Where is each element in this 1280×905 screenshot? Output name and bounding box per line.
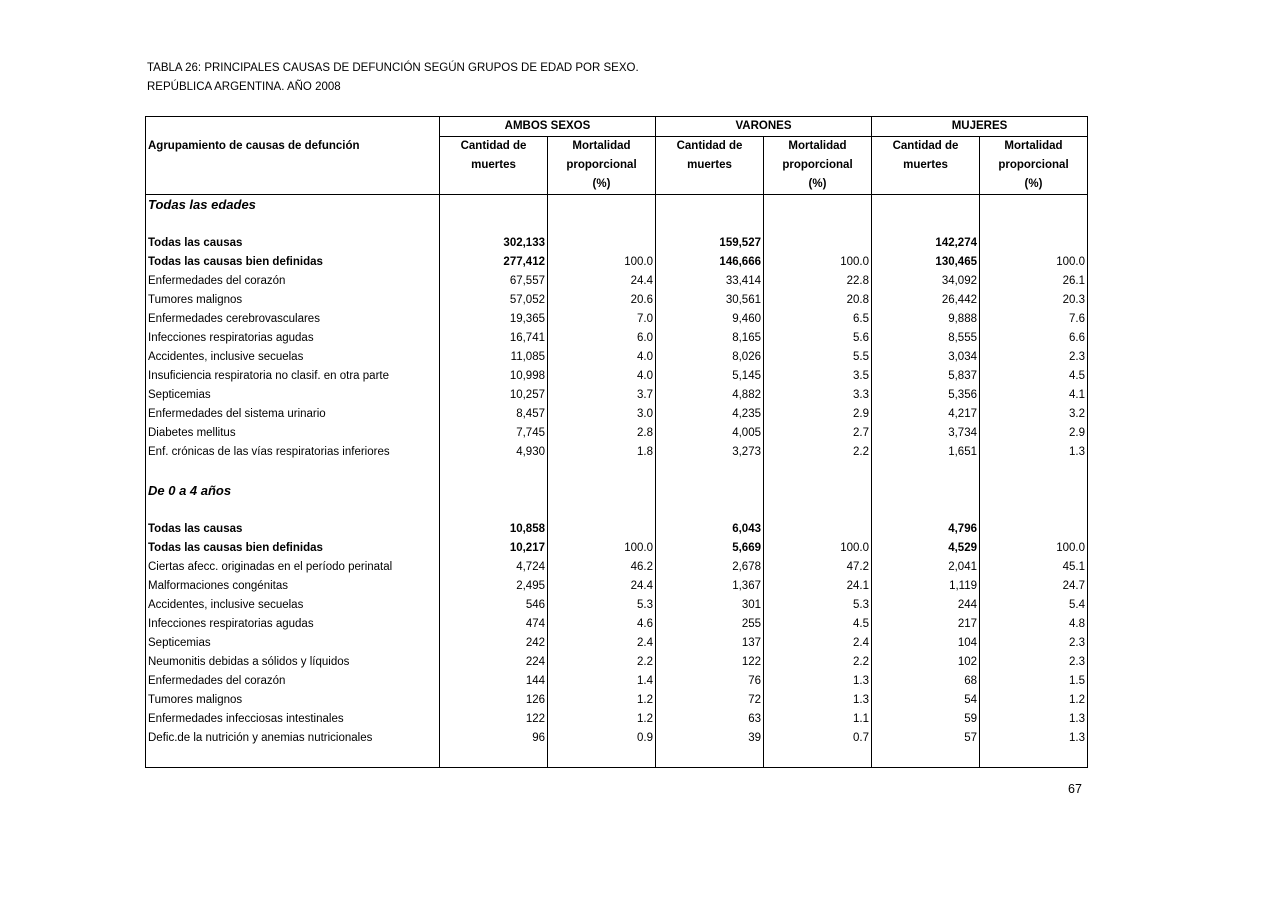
death-count: 8,555 <box>872 329 980 348</box>
proportional-mortality <box>764 234 872 253</box>
death-count: 11,085 <box>440 348 548 367</box>
death-count: 5,669 <box>656 539 764 558</box>
table-row <box>146 596 1088 615</box>
table-row <box>146 253 1088 272</box>
section-header-row <box>146 481 1088 501</box>
death-count: 67,557 <box>440 272 548 291</box>
death-count: 9,888 <box>872 310 980 329</box>
death-count: 142,274 <box>872 234 980 253</box>
proportional-mortality: 6.5 <box>764 310 872 329</box>
table-row <box>146 310 1088 329</box>
cause-label: Todas las causas bien definidas <box>146 253 440 272</box>
proportional-mortality <box>548 520 656 539</box>
proportional-mortality: 100.0 <box>548 539 656 558</box>
proportional-mortality: 2.3 <box>980 348 1088 367</box>
cantidad-header: Cantidad de <box>872 137 980 157</box>
death-count: 102 <box>872 653 980 672</box>
proportional-mortality: 100.0 <box>980 539 1088 558</box>
cause-label: Enf. crónicas de las vías respiratorias inferiores <box>146 443 440 462</box>
death-count: 8,165 <box>656 329 764 348</box>
table-row <box>146 710 1088 729</box>
section-title: Todas las edades <box>146 195 440 216</box>
cause-label: Tumores malignos <box>146 691 440 710</box>
table-row <box>146 672 1088 691</box>
death-count: 3,034 <box>872 348 980 367</box>
cantidad-header: Cantidad de <box>440 137 548 157</box>
death-count: 130,465 <box>872 253 980 272</box>
death-count: 224 <box>440 653 548 672</box>
death-count: 39 <box>656 729 764 748</box>
proportional-mortality <box>548 234 656 253</box>
death-count: 57,052 <box>440 291 548 310</box>
proportional-mortality: 24.4 <box>548 577 656 596</box>
death-count: 5,145 <box>656 367 764 386</box>
proportional-mortality: 3.5 <box>764 367 872 386</box>
cause-label: Infecciones respiratorias agudas <box>146 615 440 634</box>
proportional-mortality: 6.0 <box>548 329 656 348</box>
death-count: 76 <box>656 672 764 691</box>
table-row <box>146 291 1088 310</box>
header-row-1 <box>146 137 1088 157</box>
death-count: 2,495 <box>440 577 548 596</box>
table-row <box>146 729 1088 748</box>
proportional-mortality: 1.2 <box>548 691 656 710</box>
death-count: 217 <box>872 615 980 634</box>
mortality-table <box>145 116 1088 768</box>
proportional-mortality: 2.3 <box>980 653 1088 672</box>
death-count: 33,414 <box>656 272 764 291</box>
cause-label: Enfermedades infecciosas intestinales <box>146 710 440 729</box>
proportional-mortality: 20.6 <box>548 291 656 310</box>
proportional-mortality: 1.3 <box>764 672 872 691</box>
proportional-mortality: 4.8 <box>980 615 1088 634</box>
proportional-mortality: 4.1 <box>980 386 1088 405</box>
death-count: 244 <box>872 596 980 615</box>
proportional-mortality: 100.0 <box>548 253 656 272</box>
death-count: 8,457 <box>440 405 548 424</box>
proportional-mortality: 4.5 <box>980 367 1088 386</box>
death-count: 2,678 <box>656 558 764 577</box>
proportional-mortality: 1.8 <box>548 443 656 462</box>
proportional-mortality: 5.5 <box>764 348 872 367</box>
death-count: 1,651 <box>872 443 980 462</box>
table-row <box>146 234 1088 253</box>
proportional-mortality: 4.0 <box>548 367 656 386</box>
cause-label: Insuficiencia respiratoria no clasif. en otra parte <box>146 367 440 386</box>
proportional-mortality: 2.2 <box>548 653 656 672</box>
proportional-mortality: 2.9 <box>764 405 872 424</box>
proportional-mortality <box>764 520 872 539</box>
proportional-mortality: 1.3 <box>980 729 1088 748</box>
group-header-mujeres: MUJERES <box>872 117 1088 137</box>
table-row <box>146 348 1088 367</box>
section-header-row <box>146 195 1088 216</box>
death-count: 68 <box>872 672 980 691</box>
cause-label: Enfermedades del corazón <box>146 672 440 691</box>
proportional-mortality: 46.2 <box>548 558 656 577</box>
header-row-2: muertes proporcional muertes proporcional muertes proporcional <box>146 156 1088 175</box>
cause-label: Todas las causas <box>146 520 440 539</box>
proportional-mortality: 4.5 <box>764 615 872 634</box>
death-count: 301 <box>656 596 764 615</box>
cause-label: Infecciones respiratorias agudas <box>146 329 440 348</box>
proportional-mortality: 24.4 <box>548 272 656 291</box>
death-count: 10,998 <box>440 367 548 386</box>
proportional-mortality: 2.2 <box>764 653 872 672</box>
proportional-mortality: 1.2 <box>548 710 656 729</box>
death-count: 1,119 <box>872 577 980 596</box>
death-count: 277,412 <box>440 253 548 272</box>
proportional-mortality: 1.2 <box>980 691 1088 710</box>
death-count: 4,724 <box>440 558 548 577</box>
spacer-row <box>146 215 1088 234</box>
table-body <box>146 195 1088 768</box>
death-count: 16,741 <box>440 329 548 348</box>
death-count: 10,858 <box>440 520 548 539</box>
death-count: 5,356 <box>872 386 980 405</box>
proportional-mortality: 2.7 <box>764 424 872 443</box>
proportional-mortality: 3.0 <box>548 405 656 424</box>
mortalidad-header: Mortalidad <box>548 137 656 157</box>
death-count: 1,367 <box>656 577 764 596</box>
proportional-mortality: 2.8 <box>548 424 656 443</box>
table-row <box>146 539 1088 558</box>
death-count: 4,235 <box>656 405 764 424</box>
cause-label: Enfermedades cerebrovasculares <box>146 310 440 329</box>
proportional-mortality: 100.0 <box>764 253 872 272</box>
death-count: 104 <box>872 634 980 653</box>
spacer-row <box>146 501 1088 520</box>
proportional-mortality: 26.1 <box>980 272 1088 291</box>
death-count: 19,365 <box>440 310 548 329</box>
proportional-mortality: 1.4 <box>548 672 656 691</box>
table-row <box>146 405 1088 424</box>
spacer-row <box>146 748 1088 768</box>
table-row <box>146 558 1088 577</box>
death-count: 54 <box>872 691 980 710</box>
death-count: 4,529 <box>872 539 980 558</box>
proportional-mortality: 5.6 <box>764 329 872 348</box>
table-row <box>146 272 1088 291</box>
death-count: 5,837 <box>872 367 980 386</box>
table-row <box>146 615 1088 634</box>
death-count: 10,217 <box>440 539 548 558</box>
table-row <box>146 424 1088 443</box>
death-count: 159,527 <box>656 234 764 253</box>
cause-label: Enfermedades del corazón <box>146 272 440 291</box>
proportional-mortality: 3.3 <box>764 386 872 405</box>
proportional-mortality <box>980 234 1088 253</box>
cause-label: Malformaciones congénitas <box>146 577 440 596</box>
row-label-header: Agrupamiento de causas de defunción <box>146 137 440 157</box>
proportional-mortality: 1.1 <box>764 710 872 729</box>
proportional-mortality: 2.4 <box>548 634 656 653</box>
death-count: 122 <box>440 710 548 729</box>
death-count: 10,257 <box>440 386 548 405</box>
table-row <box>146 386 1088 405</box>
death-count: 302,133 <box>440 234 548 253</box>
proportional-mortality: 1.5 <box>980 672 1088 691</box>
mortalidad-header: Mortalidad <box>764 137 872 157</box>
cause-label: Todas las causas <box>146 234 440 253</box>
death-count: 8,026 <box>656 348 764 367</box>
death-count: 57 <box>872 729 980 748</box>
death-count: 59 <box>872 710 980 729</box>
death-count: 30,561 <box>656 291 764 310</box>
proportional-mortality: 7.6 <box>980 310 1088 329</box>
proportional-mortality: 22.8 <box>764 272 872 291</box>
proportional-mortality: 7.0 <box>548 310 656 329</box>
page-number: 67 <box>1068 782 1082 796</box>
mortalidad-header: Mortalidad <box>980 137 1088 157</box>
cause-label: Ciertas afecc. originadas en el período perinatal <box>146 558 440 577</box>
table-row <box>146 367 1088 386</box>
death-count: 3,734 <box>872 424 980 443</box>
table-row <box>146 577 1088 596</box>
proportional-mortality: 2.9 <box>980 424 1088 443</box>
proportional-mortality: 1.3 <box>980 710 1088 729</box>
proportional-mortality: 5.4 <box>980 596 1088 615</box>
table-row <box>146 634 1088 653</box>
proportional-mortality: 5.3 <box>764 596 872 615</box>
cause-label: Septicemias <box>146 386 440 405</box>
cause-label: Neumonitis debidas a sólidos y líquidos <box>146 653 440 672</box>
cause-label: Defic.de la nutrición y anemias nutricionales <box>146 729 440 748</box>
table-row <box>146 443 1088 462</box>
death-count: 4,882 <box>656 386 764 405</box>
proportional-mortality: 0.9 <box>548 729 656 748</box>
group-header-ambos: AMBOS SEXOS <box>440 117 656 137</box>
death-count: 474 <box>440 615 548 634</box>
death-count: 63 <box>656 710 764 729</box>
death-count: 4,930 <box>440 443 548 462</box>
proportional-mortality: 20.3 <box>980 291 1088 310</box>
proportional-mortality: 4.0 <box>548 348 656 367</box>
death-count: 6,043 <box>656 520 764 539</box>
death-count: 4,005 <box>656 424 764 443</box>
death-count: 242 <box>440 634 548 653</box>
table-row <box>146 691 1088 710</box>
death-count: 96 <box>440 729 548 748</box>
table-subtitle: REPÚBLICA ARGENTINA. AÑO 2008 <box>147 81 341 93</box>
cause-label: Todas las causas bien definidas <box>146 539 440 558</box>
death-count: 137 <box>656 634 764 653</box>
header-group-row <box>146 117 1088 137</box>
header-row-3: (%) (%) (%) <box>146 175 1088 195</box>
proportional-mortality: 24.1 <box>764 577 872 596</box>
spacer-row <box>146 462 1088 481</box>
cause-label: Diabetes mellitus <box>146 424 440 443</box>
cause-label: Septicemias <box>146 634 440 653</box>
proportional-mortality: 45.1 <box>980 558 1088 577</box>
death-count: 4,217 <box>872 405 980 424</box>
proportional-mortality: 2.3 <box>980 634 1088 653</box>
death-count: 26,442 <box>872 291 980 310</box>
proportional-mortality: 2.2 <box>764 443 872 462</box>
proportional-mortality: 1.3 <box>980 443 1088 462</box>
death-count: 9,460 <box>656 310 764 329</box>
death-count: 122 <box>656 653 764 672</box>
table-row <box>146 329 1088 348</box>
death-count: 126 <box>440 691 548 710</box>
cause-label: Accidentes, inclusive secuelas <box>146 348 440 367</box>
proportional-mortality: 5.3 <box>548 596 656 615</box>
death-count: 34,092 <box>872 272 980 291</box>
death-count: 7,745 <box>440 424 548 443</box>
death-count: 146,666 <box>656 253 764 272</box>
section-title: De 0 a 4 años <box>146 481 440 501</box>
proportional-mortality <box>980 520 1088 539</box>
proportional-mortality: 6.6 <box>980 329 1088 348</box>
group-header-varones: VARONES <box>656 117 872 137</box>
proportional-mortality: 20.8 <box>764 291 872 310</box>
cause-label: Enfermedades del sistema urinario <box>146 405 440 424</box>
death-count: 72 <box>656 691 764 710</box>
proportional-mortality: 1.3 <box>764 691 872 710</box>
table-row <box>146 653 1088 672</box>
proportional-mortality: 100.0 <box>764 539 872 558</box>
proportional-mortality: 3.7 <box>548 386 656 405</box>
proportional-mortality: 100.0 <box>980 253 1088 272</box>
table-title: TABLA 26: PRINCIPALES CAUSAS DE DEFUNCIÓN SEGÚN GRUPOS DE EDAD POR SEXO. <box>147 62 639 74</box>
proportional-mortality: 47.2 <box>764 558 872 577</box>
cause-label: Accidentes, inclusive secuelas <box>146 596 440 615</box>
proportional-mortality: 3.2 <box>980 405 1088 424</box>
proportional-mortality: 24.7 <box>980 577 1088 596</box>
proportional-mortality: 0.7 <box>764 729 872 748</box>
death-count: 144 <box>440 672 548 691</box>
death-count: 546 <box>440 596 548 615</box>
death-count: 3,273 <box>656 443 764 462</box>
death-count: 4,796 <box>872 520 980 539</box>
cantidad-header: Cantidad de <box>656 137 764 157</box>
table-row <box>146 520 1088 539</box>
proportional-mortality: 4.6 <box>548 615 656 634</box>
death-count: 2,041 <box>872 558 980 577</box>
cause-label: Tumores malignos <box>146 291 440 310</box>
death-count: 255 <box>656 615 764 634</box>
proportional-mortality: 2.4 <box>764 634 872 653</box>
